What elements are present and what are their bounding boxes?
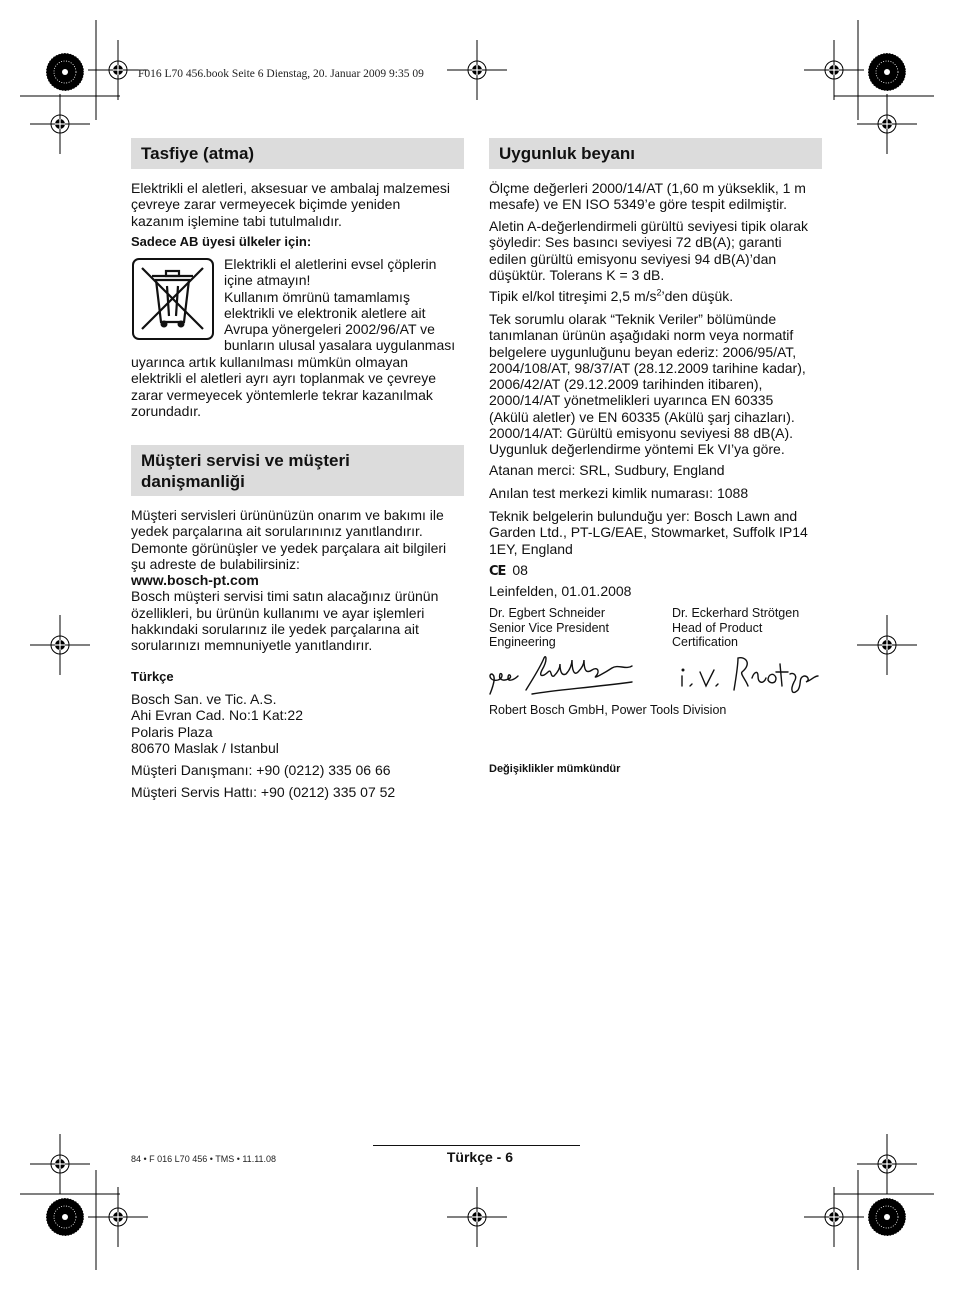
vibration-text: Tipik el/kol titreşimi 2,5 m/s xyxy=(489,288,657,304)
notified-body: Atanan merci: SRL, Sudbury, England xyxy=(489,462,725,478)
text-line: 1EY, England xyxy=(489,540,573,557)
text-line: bunların ulusal yasalara uygulanması xyxy=(224,337,456,354)
address-line: Ahi Evran Cad. No:1 Kat:22 xyxy=(131,707,303,724)
text-line: Aletin A-değerlendirmeli gürültü seviyesi tipik olarak xyxy=(489,218,809,234)
print-header: F016 L70 456.book Seite 6 Dienstag, 20. Januar 2009 9:35 09 xyxy=(138,68,424,80)
signatory-1 xyxy=(489,606,669,650)
text-line: çevreye zarar vermeyecek biçimde yeniden xyxy=(131,196,401,213)
address-line: Bosch San. ve Tic. A.S. xyxy=(131,691,277,707)
tech-docs-location xyxy=(489,508,829,557)
signature-1-image xyxy=(486,650,641,700)
signatory-title: Engineering xyxy=(489,635,556,649)
text-line: Uygunluk değerlendirme yöntemi Ek VI’ya göre. xyxy=(489,441,785,458)
ce-mark-icon: CE xyxy=(489,564,506,579)
text-line: elektrikli el aletleri ayrı ayrı toplanmak ve çevreye xyxy=(131,370,437,387)
ce-year: 08 xyxy=(512,562,528,578)
changes-notice: Değişiklikler mümkündür xyxy=(489,763,621,775)
text-line: sorularınızı memnuniyetle yanıtlandırır. xyxy=(131,637,373,654)
signature-2-image xyxy=(676,650,824,700)
text-line: Kullanım ömrünü tamamlamış xyxy=(224,288,410,305)
text-line: 2000/14/AT yönetmelikleri uyarınca EN 60335 xyxy=(489,392,774,409)
text-line: Tek sorumlu olarak “Teknik Veriler” bölümünde xyxy=(489,311,777,327)
advice-phone: Müşteri Danışmanı: +90 (0212) 335 06 66 xyxy=(131,762,391,778)
footer-doc-code: 84 • F 016 L70 456 • TMS • 11.11.08 xyxy=(131,1154,277,1164)
service-phone: Müşteri Servis Hattı: +90 (0212) 335 07 52 xyxy=(131,784,396,800)
place-date: Leinfelden, 01.01.2008 xyxy=(489,583,632,599)
text-line: hakkındaki sorularınız ile yedek parçalarına ait xyxy=(131,621,419,638)
text-line: Bosch müşteri servisi timi satın alacağınız ürünün xyxy=(131,588,439,605)
website-link[interactable]: www.bosch-pt.com xyxy=(131,572,259,589)
text-line: tanımlanan ürünün aşağıdaki norm veya normatif xyxy=(489,327,794,344)
text-line: Demonte görünüşler ve yedek parçalara ait bilgileri xyxy=(131,539,447,556)
text-line: kazanım işlemine tabi tutulmalıdır. xyxy=(131,212,342,229)
text-line: zorundadır. xyxy=(131,402,202,419)
service-heading xyxy=(131,445,464,496)
text-line: Avrupa yönergeleri 2002/96/AT ve xyxy=(224,321,435,338)
text-line: 2006/42/AT (29.12.2009 tarihinden itibaren), xyxy=(489,376,763,393)
text-line: Elektrikli el aletleri, aksesuar ve ambalaj malzemesi xyxy=(131,180,451,196)
text-line: Teknik belgelerin bulunduğu yer: Bosch Lawn and xyxy=(489,508,798,524)
service-address xyxy=(131,691,466,756)
text-line: şöyledir: Ses basıncı seviyesi 72 dB(A); garanti xyxy=(489,234,782,251)
address-line: 80670 Maslak / Istanbul xyxy=(131,739,279,756)
text-line: elektrikli ve elektronik aletlere ait xyxy=(224,304,426,321)
conformity-heading: Uygunluk beyanı xyxy=(489,138,822,169)
text-line: edilen gürültü emisyonu seviyesi 94 dB(A)’dan xyxy=(489,250,777,267)
disposal-heading: Tasfiye (atma) xyxy=(131,138,464,169)
disposal-side-text xyxy=(224,256,464,354)
signatory-title: Senior Vice President xyxy=(489,620,609,635)
signatory-title: Head of Product xyxy=(672,620,763,635)
disposal-intro xyxy=(131,180,466,229)
vibration-line xyxy=(489,288,829,304)
disposal-full-text xyxy=(131,354,466,419)
service-para1 xyxy=(131,507,466,654)
text-line: yedek parçalarına ait sorularınınız yanıtlandırır. xyxy=(131,523,423,540)
text-line: özellikleri, bu ürünün kullanımı ve ayar işlemleri xyxy=(131,604,425,621)
test-center: Anılan test merkezi kimlik numarası: 1088 xyxy=(489,485,749,501)
address-line: Polaris Plaza xyxy=(131,723,213,740)
text-line: (Akülü aletler) ve EN 60335 (Akülü şarj cihazları). xyxy=(489,408,795,425)
text-line: 2004/108/AT, 98/37/AT (28.12.2009 tarihine kadar), xyxy=(489,359,806,376)
text-line: belgelere uygunluğunu beyan ederiz: 2006/95/AT, xyxy=(489,343,797,360)
text-line: uyarınca artık kullanılması mümkün olmayan xyxy=(131,354,408,370)
vibration-exponent: 2 xyxy=(656,287,662,298)
vibration-text-end: ’den düşük. xyxy=(661,288,734,304)
text-line: Ölçme değerleri 2000/14/AT (1,60 m yükseklik, 1 m xyxy=(489,180,806,196)
signatory-name: Dr. Eckerhard Strötgen xyxy=(672,606,800,620)
signatory-name: Dr. Egbert Schneider xyxy=(489,606,606,620)
crossed-bin-icon xyxy=(132,258,214,340)
conformity-p4 xyxy=(489,311,829,458)
signatory-title: Certification xyxy=(672,635,738,649)
service-heading-line2: danişmanliği xyxy=(141,472,245,491)
service-heading-line1: Müşteri servisi ve müşteri xyxy=(141,451,350,470)
text-line: Garden Ltd., PT-LG/EAE, Stowmarket, Suffolk IP14 xyxy=(489,524,808,541)
text-line: düşüktür. Tolerans K = 3 dB. xyxy=(489,266,665,283)
text-line: 2000/14/AT: Gürültü emisyonu seviyesi 88 dB(A). xyxy=(489,425,794,442)
conformity-p2 xyxy=(489,218,829,283)
eu-heading: Sadece AB üyesi ülkeler için: xyxy=(131,234,312,249)
text-line: şu adreste de bulabilirsiniz: xyxy=(131,555,300,572)
footer-page-label: Türkçe - 6 xyxy=(446,1149,513,1165)
footer-rule xyxy=(373,1145,580,1146)
text-line: mesafe) ve EN ISO 5349’e göre tespit edilmiştir. xyxy=(489,196,788,213)
text-line: zarar vermeyecek yöntemlerle tekrar kazanılmak xyxy=(131,386,433,403)
text-line: Müşteri servisleri ürününüzün onarım ve bakımı ile xyxy=(131,507,444,523)
text-line: içine atmayın! xyxy=(224,272,311,289)
ce-marking xyxy=(489,562,528,580)
text-line: Elektrikli el aletlerini evsel çöplerin xyxy=(224,256,437,272)
conformity-p1 xyxy=(489,180,829,213)
company-division: Robert Bosch GmbH, Power Tools Division xyxy=(489,703,727,717)
country-heading: Türkçe xyxy=(131,669,174,684)
signatory-2 xyxy=(672,606,832,650)
